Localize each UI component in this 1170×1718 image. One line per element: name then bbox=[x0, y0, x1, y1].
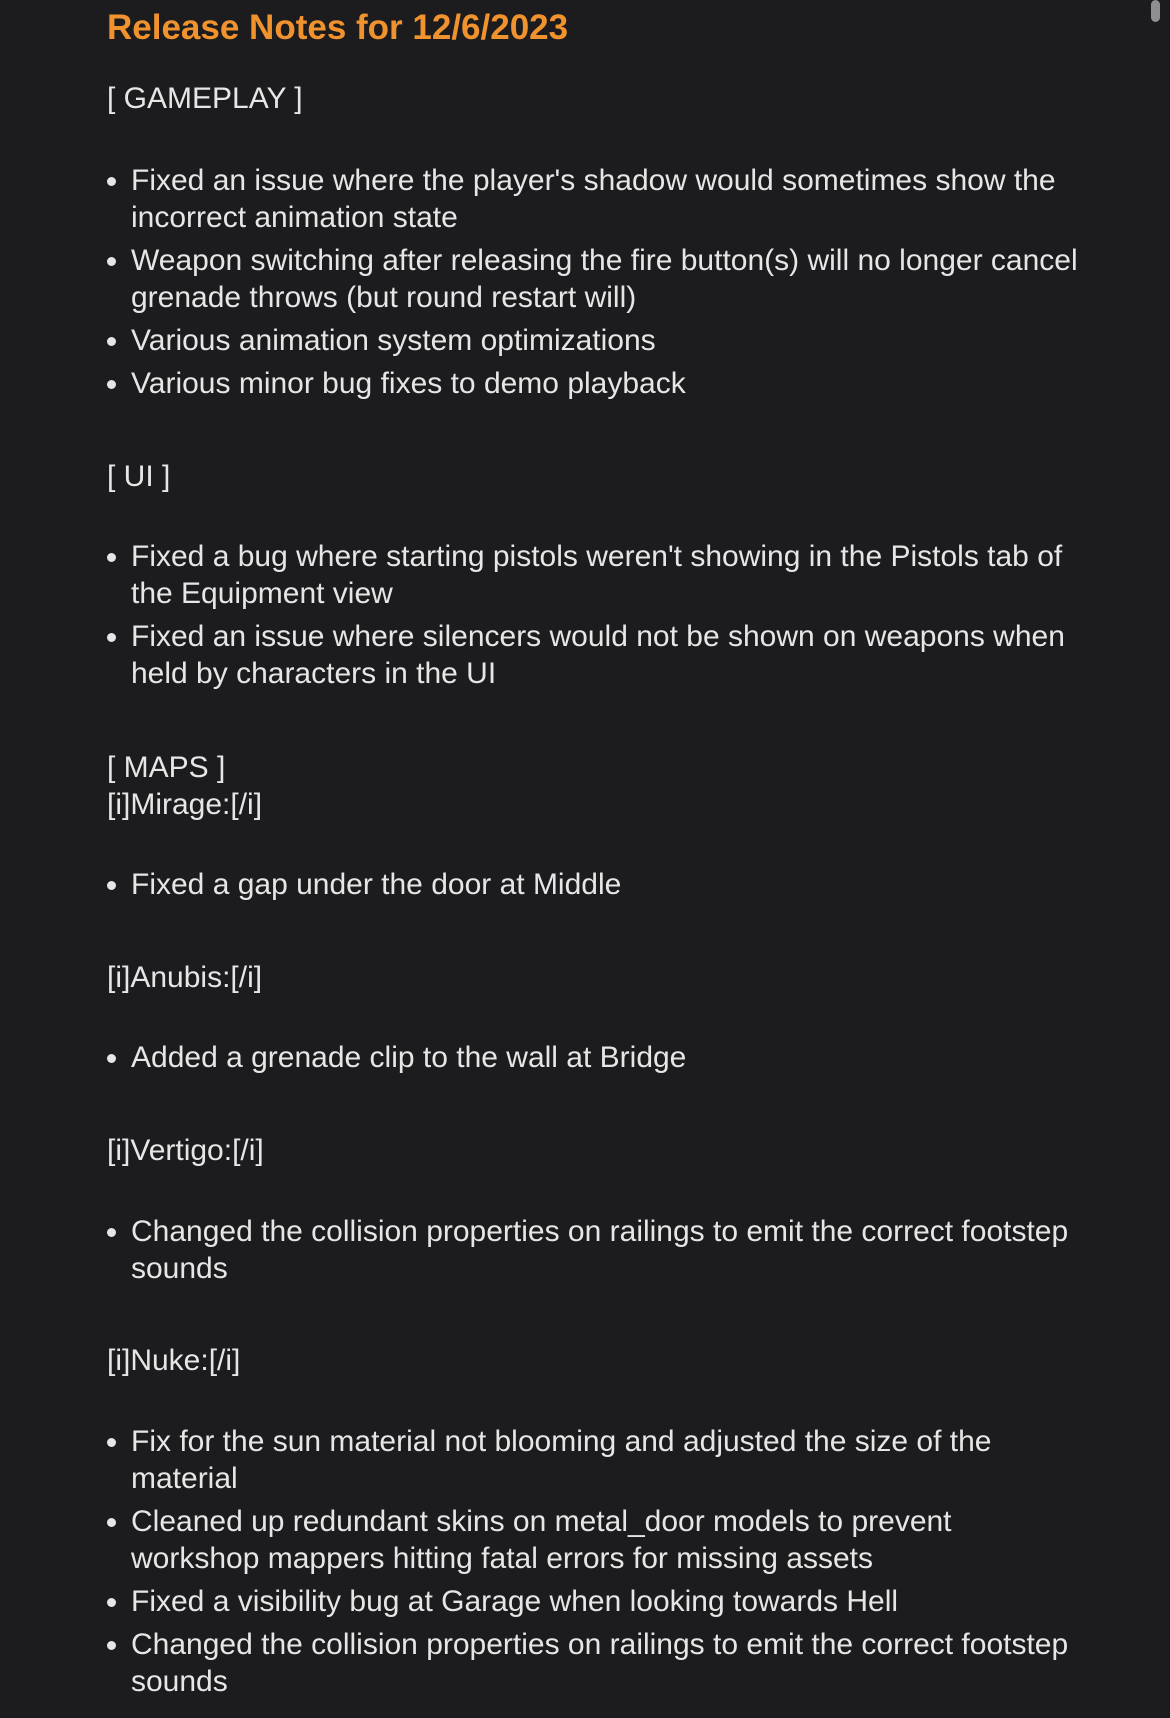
list-item: Fixed a bug where starting pistols weren't showing in the Pistols tab of the Equipment view bbox=[131, 540, 1063, 610]
map-label-vertigo: [i]Vertigo:[/i] bbox=[107, 1134, 264, 1167]
list-item: Fix for the sun material not blooming and adjusted the size of the material bbox=[131, 1425, 992, 1495]
section-header-maps: [ MAPS ] bbox=[107, 751, 226, 784]
map-label-mirage: [i]Mirage:[/i] bbox=[107, 788, 263, 821]
list-item: Fixed an issue where silencers would not be shown on weapons when held by characters in the UI bbox=[131, 620, 1065, 690]
list-item: Fixed a visibility bug at Garage when looking towards Hell bbox=[131, 1585, 899, 1618]
list-item: Various animation system optimizations bbox=[131, 324, 656, 357]
section-header-ui: [ UI ] bbox=[107, 460, 171, 493]
list-item: Fixed a gap under the door at Middle bbox=[131, 868, 622, 901]
list-item: Cleaned up redundant skins on metal_door models to prevent workshop mappers hitting fatal errors for missing assets bbox=[131, 1505, 952, 1575]
list-item: Fixed an issue where the player's shadow would sometimes show the incorrect animation state bbox=[131, 164, 1056, 234]
list-item: Various minor bug fixes to demo playback bbox=[131, 367, 686, 400]
page-title: Release Notes for 12/6/2023 bbox=[107, 8, 569, 47]
list-item: Changed the collision properties on railings to emit the correct footstep sounds bbox=[131, 1215, 1069, 1285]
map-label-anubis: [i]Anubis:[/i] bbox=[107, 961, 263, 994]
list-item: Changed the collision properties on railings to emit the correct footstep sounds bbox=[131, 1628, 1069, 1698]
section-header-gameplay: [ GAMEPLAY ] bbox=[107, 82, 303, 115]
map-label-nuke: [i]Nuke:[/i] bbox=[107, 1344, 241, 1377]
list-item: Weapon switching after releasing the fire button(s) will no longer cancel grenade throws (but round restart will) bbox=[131, 244, 1078, 314]
scrollbar-thumb[interactable] bbox=[1151, 0, 1160, 22]
list-item: Added a grenade clip to the wall at Bridge bbox=[131, 1041, 687, 1074]
